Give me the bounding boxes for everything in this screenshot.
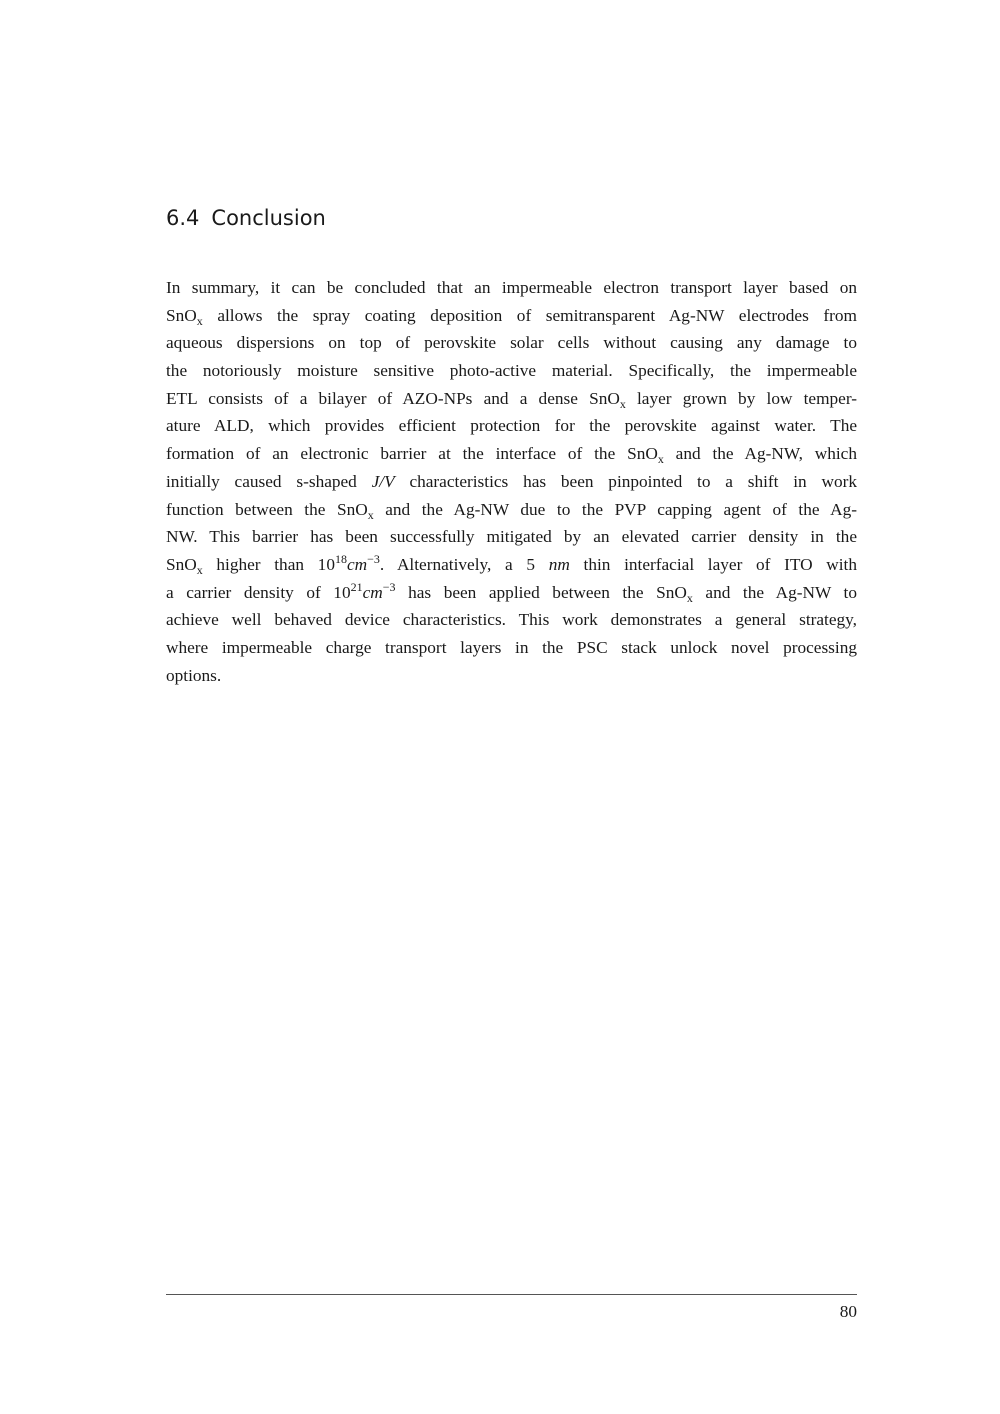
text-run: layer grown by low temper- [625, 388, 858, 408]
math-italic: cm [346, 554, 368, 574]
paragraph-line [166, 302, 857, 330]
paragraph-line [166, 274, 857, 302]
text-run: ETL consists of a bilayer of AZO-NPs and a dense SnO [166, 388, 620, 408]
text-run: characteristics has been pinpointed to a shift in work [394, 471, 857, 491]
text-run: function between the SnO [166, 499, 368, 519]
paragraph-line [166, 634, 857, 662]
section-heading [166, 206, 326, 230]
text-run: and the Ag-NW due to the PVP capping agent of the Ag- [373, 499, 857, 519]
paragraph-line [166, 579, 857, 607]
text-run: SnO [166, 305, 197, 325]
text-run: a carrier density of 10 [166, 582, 351, 602]
text-run: SnO [166, 554, 197, 574]
subscript: x [619, 396, 626, 411]
conclusion-paragraph [166, 274, 857, 689]
section-number: 6.4 [166, 206, 200, 230]
text-run: and the Ag-NW, which [663, 444, 857, 464]
text-run: thin interfacial layer of ITO with [569, 554, 857, 574]
text-run: achieve well behaved device characteristics. This work demonstrates a general strategy, [166, 610, 857, 630]
text-run: options. [166, 665, 222, 685]
text-run: the notoriously moisture sensitive photo-active material. Specifically, the impermeable [166, 361, 857, 381]
paragraph-line [166, 329, 857, 357]
subscript: x [367, 507, 374, 522]
paragraph-line [166, 551, 857, 579]
text-run: has been applied between the SnO [395, 582, 687, 602]
paragraph-line [166, 412, 857, 440]
math-italic: cm [362, 582, 383, 602]
page-number: 80 [839, 1302, 857, 1321]
text-run: initially caused s-shaped [166, 471, 372, 491]
text-run: where impermeable charge transport layers in the PSC stack unlock novel processing [166, 637, 857, 657]
subscript: x [196, 562, 203, 577]
paragraph-line [166, 496, 857, 524]
text-run: and the Ag-NW to [692, 582, 857, 602]
text-run: aqueous dispersions on top of perovskite solar cells without causing any damage to [166, 333, 857, 353]
text-run: higher than 10 [202, 554, 335, 574]
superscript: 21 [350, 579, 363, 594]
text-run: ature ALD, which provides efficient protection for the perovskite against water. The [166, 416, 857, 436]
paragraph-line [166, 440, 857, 468]
subscript: x [657, 452, 664, 467]
paragraph-line [166, 468, 857, 496]
text-run: . Alternatively, a 5 [379, 554, 549, 574]
section-title: Conclusion [211, 206, 326, 230]
text-run: In summary, it can be concluded that an impermeable electron transport layer based on [166, 278, 857, 297]
paragraph-line [166, 662, 857, 690]
paragraph-line [166, 385, 857, 413]
superscript: −3 [367, 551, 380, 566]
superscript: 18 [334, 551, 347, 566]
paragraph-line [166, 523, 857, 551]
paragraph-line [166, 357, 857, 385]
paragraph-line [166, 606, 857, 634]
math-italic: nm [548, 554, 570, 574]
subscript: x [686, 590, 693, 605]
subscript: x [196, 313, 203, 328]
text-run: NW. This barrier has been successfully mitigated by an elevated carrier density in the [166, 527, 857, 547]
math-italic: J/V [371, 471, 395, 491]
text-run: allows the spray coating deposition of semitransparent Ag-NW electrodes from [202, 305, 857, 325]
superscript: −3 [382, 579, 396, 594]
footer-rule [166, 1294, 857, 1295]
text-run: formation of an electronic barrier at the interface of the SnO [166, 444, 658, 464]
